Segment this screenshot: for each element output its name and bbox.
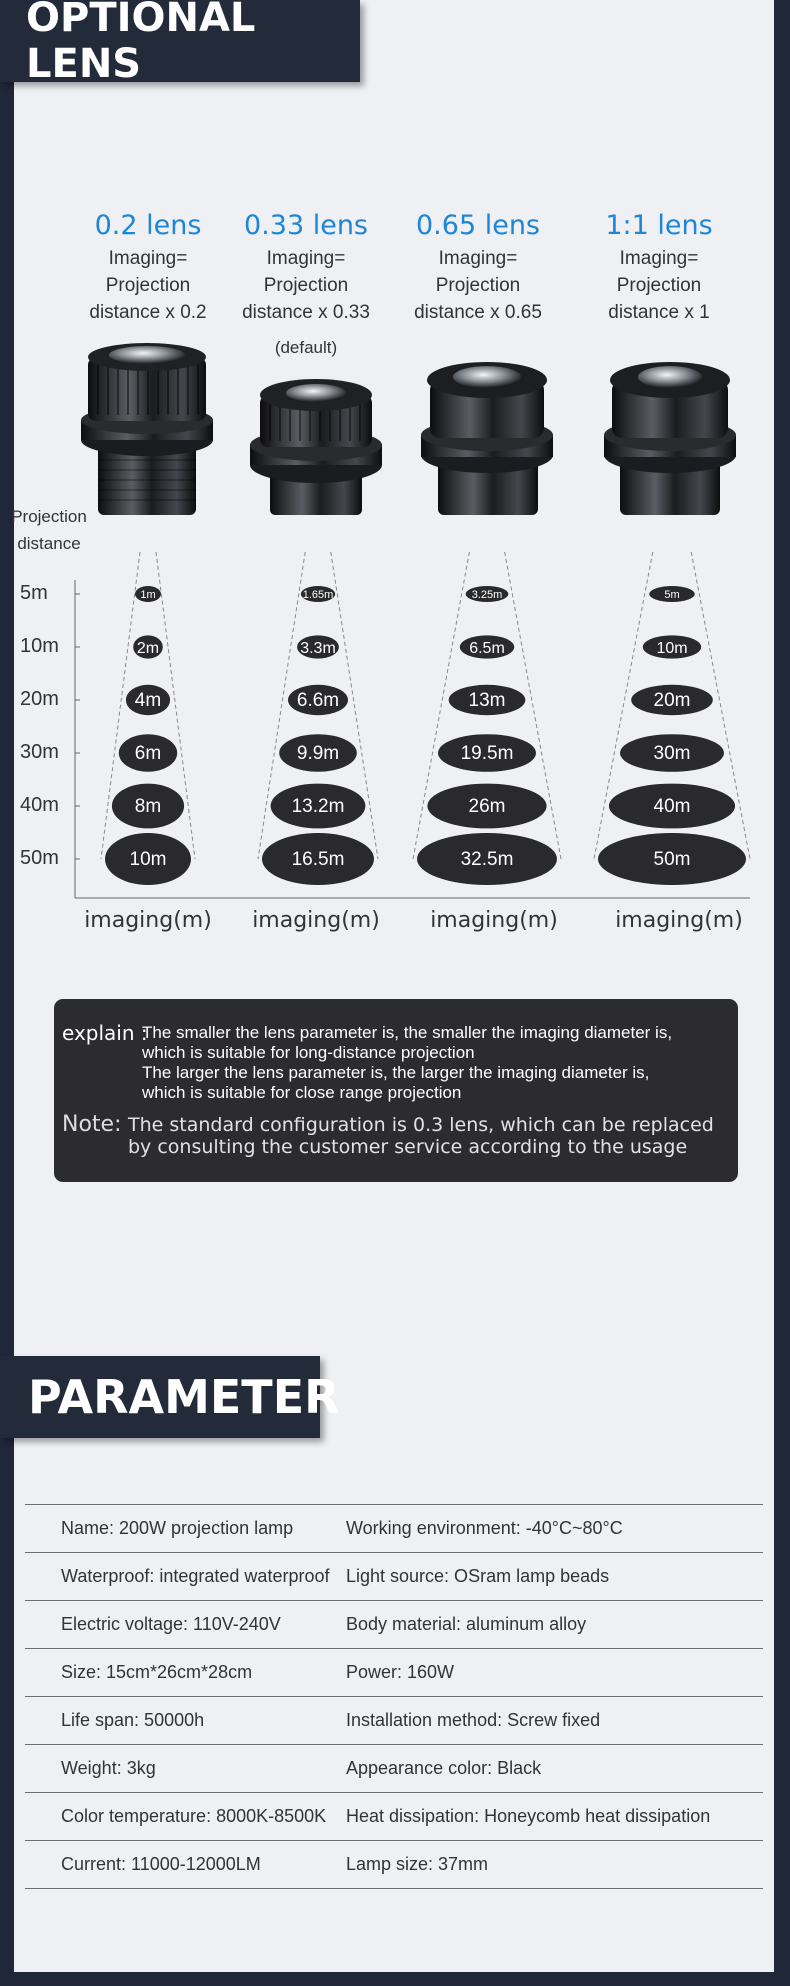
table-row: Size: 15cm*26cm*28cm Power: 160W (25, 1649, 763, 1697)
imaging-label: imaging(m) (252, 908, 380, 933)
projection-diagram (0, 0, 790, 920)
parameter-table (25, 1504, 763, 1889)
distance-label: 50m (20, 847, 59, 869)
imaging-size-label: 2m (136, 640, 160, 657)
table-row: Life span: 50000h Installation method: Screw fixed (25, 1697, 763, 1745)
imaging-size-label: 3.3m (300, 640, 336, 657)
imaging-label: imaging(m) (430, 908, 558, 933)
imaging-size-label: 26m (468, 796, 506, 817)
lens-name: 0.2 lens (94, 210, 202, 241)
imaging-size-label: 3.25m (471, 589, 503, 601)
imaging-size-label: 6.5m (469, 640, 505, 657)
note-label: Note: (62, 1112, 122, 1137)
imaging-size-label: 10m (129, 849, 167, 870)
parameter-title: PARAMETER (0, 1356, 320, 1438)
lens-name: 1:1 lens (605, 210, 713, 241)
distance-label: 40m (20, 794, 59, 816)
lens-formula: Imaging= Projection distance x 0.2 (89, 248, 207, 323)
table-row: Color temperature: 8000K-8500K Heat dissipation: Honeycomb heat dissipation (25, 1793, 763, 1841)
lens-formula: Imaging= Projection distance x 1 (608, 248, 710, 323)
imaging-size-label: 5m (664, 589, 680, 601)
table-row: Weight: 3kg Appearance color: Black (25, 1745, 763, 1793)
imaging-size-label: 50m (653, 849, 691, 870)
imaging-size-label: 4m (134, 690, 162, 711)
imaging-size-label: 13m (468, 690, 506, 711)
table-row: Name: 200W projection lamp Working environment: -40°C~80°C (25, 1505, 763, 1553)
imaging-size-label: 8m (134, 796, 162, 817)
imaging-size-label: 20m (653, 690, 691, 711)
imaging-size-label: 1m (140, 589, 156, 601)
note-text: The standard configuration is 0.3 lens, which can be replaced by consulting the customer service according to the usage (128, 1114, 714, 1158)
distance-label: 20m (20, 688, 59, 710)
optional-lens-title: OPTIONAL LENS (0, 0, 360, 82)
projection-distance-label: Projection distance (11, 507, 87, 553)
imaging-size-label: 9.9m (296, 743, 340, 764)
lens-formula: Imaging= Projection distance x 0.65 (414, 248, 542, 323)
imaging-size-label: 1.65m (302, 589, 334, 601)
explain-box (54, 999, 738, 1182)
table-row: Current: 11000-12000LM Lamp size: 37mm (25, 1841, 763, 1889)
lens-formula: Imaging= Projection distance x 0.33 (242, 248, 370, 323)
distance-label: 10m (20, 635, 59, 657)
beam-groups (101, 552, 750, 885)
table-row: Electric voltage: 110V-240V Body material: aluminum alloy (25, 1601, 763, 1649)
distance-label: 5m (20, 582, 48, 604)
tick-marks (75, 594, 80, 859)
default-label: (default) (274, 338, 338, 357)
imaging-size-label: 6m (134, 743, 162, 764)
imaging-size-label: 10m (656, 640, 688, 657)
lens-name: 0.65 lens (416, 210, 540, 241)
imaging-size-label: 40m (653, 796, 691, 817)
imaging-size-label: 6.6m (296, 690, 340, 711)
imaging-size-label: 19.5m (460, 743, 514, 764)
explain-label: explain : (62, 1021, 148, 1045)
table-row: Waterproof: integrated waterproof Light source: OSram lamp beads (25, 1553, 763, 1601)
distance-label: 30m (20, 741, 59, 763)
imaging-size-label: 16.5m (291, 849, 345, 870)
lens-name: 0.33 lens (244, 210, 368, 241)
explain-text: The smaller the lens parameter is, the smaller the imaging diameter is, which is suitable for long-distance projection The larger the lens parameter is, the larger the imaging diameter is, which is suitable for close range projection (142, 1023, 673, 1102)
imaging-size-label: 32.5m (460, 849, 514, 870)
imaging-size-label: 13.2m (291, 796, 345, 817)
imaging-size-label: 30m (653, 743, 691, 764)
imaging-label: imaging(m) (615, 908, 743, 933)
imaging-label: imaging(m) (84, 908, 212, 933)
